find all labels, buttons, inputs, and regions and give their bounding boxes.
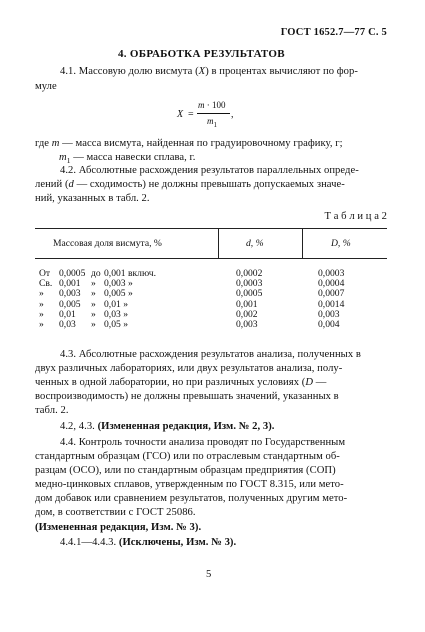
- table-cell-connector: »: [91, 278, 96, 290]
- table-cell-connector: »: [91, 288, 96, 300]
- paragraph-4-4-line-6: дом, в соответствии с ГОСТ 25086.: [35, 507, 196, 518]
- paragraph-4-3-line-1: 4.3. Абсолютные расхождения результатов анализа, полученных в: [60, 349, 361, 360]
- table-cell-d: 0,0005: [236, 288, 263, 300]
- formula-numerator: m · 100: [198, 100, 226, 110]
- table-column-divider-2: [302, 228, 303, 258]
- table-cell-D: 0,0004: [318, 278, 345, 290]
- table-cell-to: 0,003 »: [104, 278, 133, 290]
- paragraph-4-4-line-3: разцам (ОСО), или по стандартным образцам предприятия (СОП): [35, 465, 336, 476]
- paragraph-4-3-line-5: табл. 2.: [35, 405, 69, 416]
- paragraph-4-2-line-1: 4.2. Абсолютные расхождения результатов параллельных опреде-: [60, 165, 359, 176]
- formula-equals: =: [188, 109, 194, 120]
- paragraph-4-2-line-2: лений (d — сходимость) не должны превышать допускаемых значе-: [35, 179, 345, 190]
- paragraph-4-4-line-1: 4.4. Контроль точности анализа проводят по Государственным: [60, 437, 346, 448]
- paragraph-4-1-line-2: муле: [35, 81, 57, 92]
- table-cell-prefix: Св.: [39, 278, 53, 290]
- where-line-2: $m_1$ — масса навески сплава, г.: [59, 152, 196, 166]
- formula-fraction-bar: [197, 113, 230, 114]
- table-header-rule: [35, 258, 387, 259]
- paragraph-4-4-line-4: медно-цинковых сплавов, утвержденным по ГОСТ 8.315, или мето-: [35, 479, 344, 490]
- table-cell-D: 0,004: [318, 319, 340, 330]
- table-cell-prefix: »: [39, 308, 44, 320]
- table-cell-from: 0,005: [59, 298, 81, 310]
- paragraph-4-3-line-4: воспроизводимость) не должны превышать значений, указанных в: [35, 391, 339, 402]
- table-cell-D: 0,0003: [318, 268, 345, 279]
- paragraph-4-3-line-3: ченных в одной лаборатории, но при различных условиях (D —: [35, 377, 327, 388]
- table-cell-d: 0,001: [236, 298, 258, 310]
- table-cell-connector: »: [91, 298, 96, 310]
- table-column-divider-1: [218, 228, 219, 258]
- table-cell-d: 0,0003: [236, 278, 263, 290]
- table-cell-prefix: »: [39, 319, 44, 330]
- table-cell-connector: до: [91, 268, 101, 279]
- table-cell-D: 0,003: [318, 308, 340, 320]
- table-cell-connector: »: [91, 319, 96, 330]
- table-cell-prefix: »: [39, 298, 44, 310]
- running-header: ГОСТ 1652.7—77 С. 5: [280, 27, 387, 38]
- amendment-4-4: (Измененная редакция, Изм. № 3).: [35, 522, 202, 533]
- formula-denominator: $m_1$: [207, 116, 217, 129]
- amendment-4-2-4-3: 4.2, 4.3. (Измененная редакция, Изм. № 2, 3).: [60, 421, 275, 432]
- paragraph-4-4-line-5: дом добавок или сравнением результатов, полученных другим мето-: [35, 493, 348, 504]
- table-cell-to: 0,03 »: [104, 308, 128, 320]
- table-cell-prefix: »: [39, 288, 44, 300]
- table-cell-to: 0,005 »: [104, 288, 133, 300]
- table-caption: Т а б л и ц а 2: [324, 211, 387, 222]
- table-cell-from: 0,01: [59, 308, 76, 320]
- table-header-D: D, %: [331, 238, 351, 249]
- table-cell-from: 0,0005: [59, 268, 86, 279]
- table-cell-from: 0,003: [59, 288, 81, 300]
- table-cell-from: 0,001: [59, 278, 81, 290]
- paragraph-4-1-line-1: 4.1. Массовую долю висмута (X) в процентах вычисляют по фор-: [60, 66, 358, 77]
- table-cell-d: 0,002: [236, 308, 258, 320]
- paragraph-4-3-line-2: двух различных лабораториях, или двух результатов анализа, полу-: [35, 363, 343, 374]
- paragraph-4-4-line-2: стандартным образцам (ГСО) или по отраслевым стандартным об-: [35, 451, 340, 462]
- where-line-1: где m — масса висмута, найденная по градуировочному графику, г;: [35, 138, 343, 149]
- table-cell-D: 0,0007: [318, 288, 345, 300]
- formula-lhs: X: [177, 109, 184, 120]
- table-cell-to: 0,01 »: [104, 298, 128, 310]
- formula-comma: ,: [231, 109, 234, 120]
- page-number: 5: [206, 569, 212, 580]
- table-cell-d: 0,003: [236, 319, 258, 330]
- table-cell-to: 0,001 включ.: [104, 268, 156, 279]
- table-cell-connector: »: [91, 308, 96, 320]
- table-cell-to: 0,05 »: [104, 319, 128, 330]
- paragraph-4-2-line-3: ний, указанных в табл. 2.: [35, 193, 150, 204]
- table-header-mass-fraction: Массовая доля висмута, %: [53, 238, 162, 249]
- table-cell-D: 0,0014: [318, 298, 345, 310]
- table-top-rule: [35, 228, 387, 229]
- paragraph-4-4-1-4-4-3: 4.4.1—4.4.3. (Исключены, Изм. № 3).: [60, 537, 237, 548]
- table-cell-d: 0,0002: [236, 268, 263, 279]
- table-cell-from: 0,03: [59, 319, 76, 330]
- section-title: 4. ОБРАБОТКА РЕЗУЛЬТАТОВ: [118, 48, 285, 60]
- table-header-d: d, %: [246, 238, 264, 249]
- table-cell-prefix: От: [39, 268, 51, 279]
